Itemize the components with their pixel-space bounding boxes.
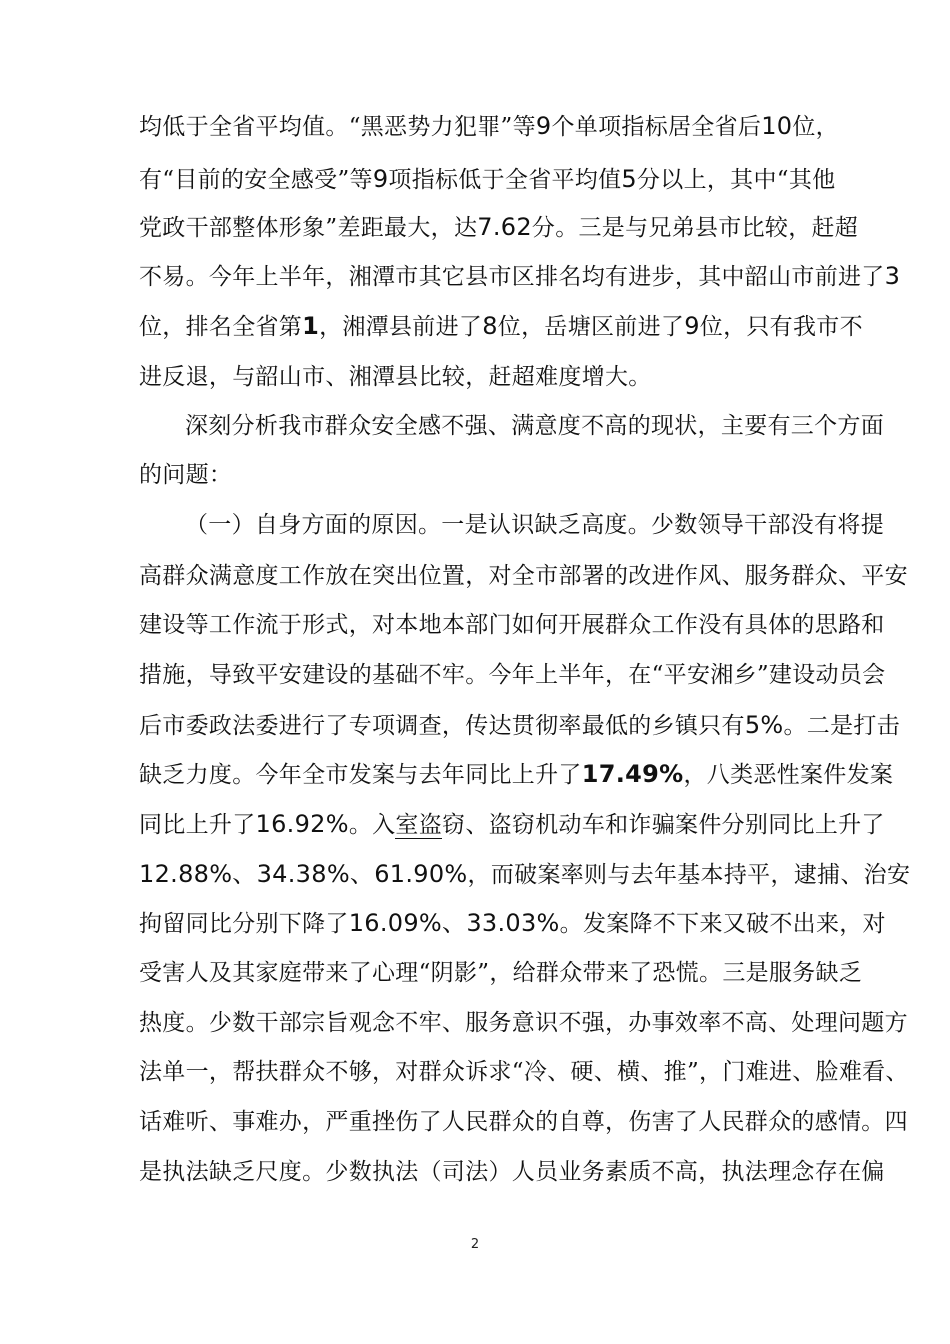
text-segment: 党政干部整体形象”差距最大，达 [139,215,478,241]
text-segment: 位，排名全省第 [139,314,303,340]
text-segment: 建设等工作流于形式，对本地本部门如何开展群众工作没有具体的思路和 [139,612,885,638]
text-segment: 同比上升了 [139,812,256,838]
body-text-line [139,199,859,255]
text-segment: 的问题： [139,462,233,488]
text-segment: 后市委政法委进行了专项调查，传达贯彻率最低的乡镇只有 [139,713,745,739]
text-segment: ，八类恶性案件发案 [683,762,894,788]
text-segment: 有“目前的安全感受”等 [139,167,373,193]
text-segment: 。发案降不下来又破不出来，对 [559,911,886,937]
text-segment: 深刻分析我市群众安全感不强、满意度不高的现状，主要有三个方面 [185,413,884,439]
number: 1 [302,312,320,340]
text-segment: 措施，导致平安建设的基础不牢。今年上半年，在“平安湘乡”建设动员会 [139,662,886,688]
body-text-line [139,248,901,304]
text-segment: （一）自身方面的原因。一是认识缺乏高度。少数领导干部没有将提 [185,512,884,538]
underlined-text: 室盗 [395,812,443,838]
percentage: 16.92% [255,810,349,838]
paragraph-first-line [185,398,884,454]
text-segment: 位，只有我市不 [699,314,863,340]
text-segment: 均低于全省平均值。“黑恶势力犯罪”等 [139,114,536,140]
text-segment: 热度。少数干部宗旨观念不牢、服务意识不强，办事效率不高、处理问题方 [139,1010,908,1036]
text-segment: 拘留同比分别下降了 [139,911,349,937]
body-text-line [139,1094,908,1150]
body-text-line [139,1144,885,1200]
body-text-line [139,98,839,154]
body-text-line [139,746,894,802]
text-segment: ，湘潭县前进了 [319,314,483,340]
number: 3 [884,262,901,290]
text-segment: 项指标低于全省平均值 [388,167,622,193]
body-text-line [139,995,908,1051]
text-segment: 缺乏力度。今年全市发案与去年同比上升了 [139,762,582,788]
body-text-line [139,597,885,653]
text-segment: 个单项指标居全省后 [551,114,762,140]
body-text-line [139,647,886,703]
text-segment: 是执法缺乏尺度。少数执法（司法）人员业务素质不高，执法理念存在偏 [139,1159,885,1185]
body-text-line [139,298,863,354]
text-segment: 分。三是与兄弟县市比较，赶超 [531,215,859,241]
body-text-line [139,796,885,852]
text-segment: 。二是打击 [783,713,900,739]
body-text-line [139,697,900,753]
body-text-line [139,1044,909,1100]
section-heading-line [185,497,884,553]
percentage: 17.49% [581,760,684,788]
percentage-list: 12.88%、34.38%、61.90% [139,860,468,888]
page-number: 2 [470,1237,480,1252]
text-segment: 进反退，与韶山市、湘潭县比较，赶超难度增大。 [139,364,652,390]
text-segment: 位， [792,114,839,140]
text-segment: 分以上，其中“其他 [636,167,836,193]
number: 7.62 [477,213,532,241]
text-segment: 高群众满意度工作放在突出位置，对全市部署的改进作风、服务群众、平安 [139,563,908,589]
text-segment: 不易。今年上半年，湘潭市其它县市区排名均有进步，其中韶山市前进了 [139,264,885,290]
body-text-line [139,945,863,1001]
number: 10 [761,112,793,140]
number: 8 [482,312,498,340]
text-segment: 位，岳塘区前进了 [497,314,685,340]
percentage: 5% [744,711,784,739]
text-segment: 法单一，帮扶群众不够，对群众诉求“冷、硬、横、推”，门难进、脸难看、 [139,1059,909,1085]
body-text-line [139,846,911,902]
text-segment: ，而破案率则与去年基本持平，逮捕、治安 [467,862,911,888]
body-text-line [139,895,886,951]
text-segment: 。入 [348,812,396,838]
number: 9 [535,112,552,140]
percentage-list: 16.09%、33.03% [348,909,560,937]
body-text-line [139,447,829,503]
text-segment: 窃、盗窃机动车和诈骗案件分别同比上升了 [442,812,885,838]
text-segment: 受害人及其家庭带来了心理“阴影”，给群众带来了恐慌。三是服务缺乏 [139,960,863,986]
text-segment: 话难听、事难办，严重挫伤了人民群众的自尊，伤害了人民群众的感情。四 [139,1109,908,1135]
body-text-line [139,548,908,604]
number: 5 [621,165,637,193]
number: 9 [684,312,700,340]
body-text-line [139,349,829,405]
number: 9 [372,165,389,193]
